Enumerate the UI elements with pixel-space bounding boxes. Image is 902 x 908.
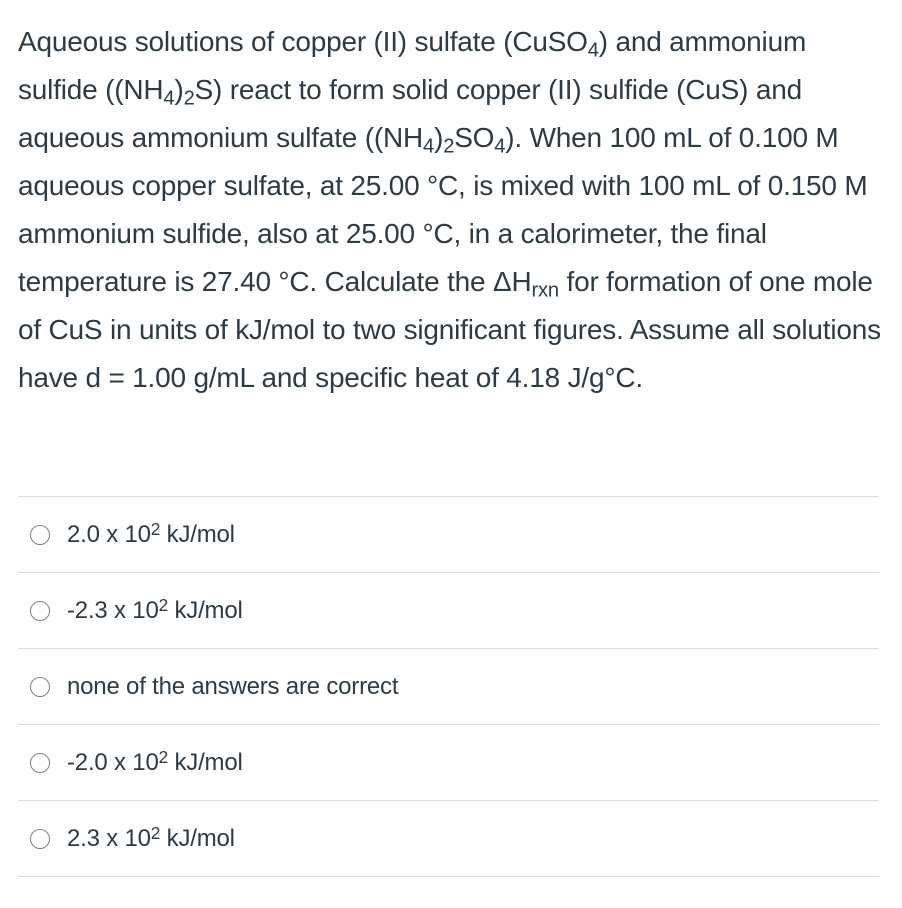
question-segment: for formation of one mole of CuS in units of kJ/mol to two significant figures. Assume all solutions have d = 1.00 g/mL and specific heat of 4.18 J/g°C. [18, 266, 881, 393]
subscript: 4 [163, 87, 175, 110]
question-segment: ) and ammonium sulfide ((NH [18, 26, 807, 105]
question-segment: ) [434, 122, 444, 153]
answer-exponent: 2 [158, 594, 168, 615]
radio-button[interactable] [30, 829, 50, 849]
question-segment: S) react to form solid copper (II) sulfide (CuS) and aqueous ammonium sulfate ((NH [18, 74, 802, 153]
subscript: 4 [423, 135, 435, 158]
question-paragraph [18, 18, 888, 402]
answer-list [18, 496, 879, 877]
question-segment: Aqueous solutions of copper (II) sulfate (CuSO [18, 26, 588, 57]
answer-units: kJ/mol [168, 748, 243, 776]
answer-exponent: 2 [158, 746, 168, 767]
answer-units: kJ/mol [160, 520, 235, 548]
question-text [18, 18, 888, 402]
answer-units: kJ/mol [160, 824, 235, 852]
question-segment: ) [174, 74, 184, 105]
radio-button[interactable] [30, 677, 50, 697]
answer-option-1[interactable] [18, 497, 879, 573]
answer-label [67, 746, 243, 777]
answer-text-main: none of the answers are correct [67, 672, 399, 700]
radio-button[interactable] [30, 753, 50, 773]
subscript: rxn [531, 279, 559, 302]
answer-label [67, 822, 235, 853]
radio-button[interactable] [30, 601, 50, 621]
answer-option-5[interactable] [18, 801, 879, 877]
answer-text-main: 2.0 x 10 [67, 520, 151, 548]
answer-text-main: 2.3 x 10 [67, 824, 151, 852]
subscript: 2 [183, 87, 195, 110]
radio-button[interactable] [30, 525, 50, 545]
answer-exponent: 2 [150, 518, 161, 539]
question-segment: ). When 100 mL of 0.100 M aqueous copper sulfate, at 25.00 °C, is mixed with 100 mL of 0.150 M ammonium sulfide, also at 25.00 °C, in a calorimeter, the final temperature is 27.40 °C. Calculate the ΔH [18, 122, 868, 297]
subscript: 4 [494, 135, 506, 158]
answer-option-3[interactable] [18, 649, 879, 725]
answer-option-2[interactable] [18, 573, 879, 649]
answer-text-main: -2.3 x 10 [67, 596, 159, 624]
answer-label [67, 594, 243, 625]
subscript: 2 [443, 135, 455, 158]
answer-option-4[interactable] [18, 725, 879, 801]
answer-text-main: -2.0 x 10 [67, 748, 159, 776]
answer-label [67, 673, 398, 701]
question-segment: SO [454, 122, 495, 153]
answer-label [67, 518, 235, 549]
subscript: 4 [587, 39, 599, 62]
answer-units: kJ/mol [168, 596, 243, 624]
answer-exponent: 2 [150, 822, 161, 843]
